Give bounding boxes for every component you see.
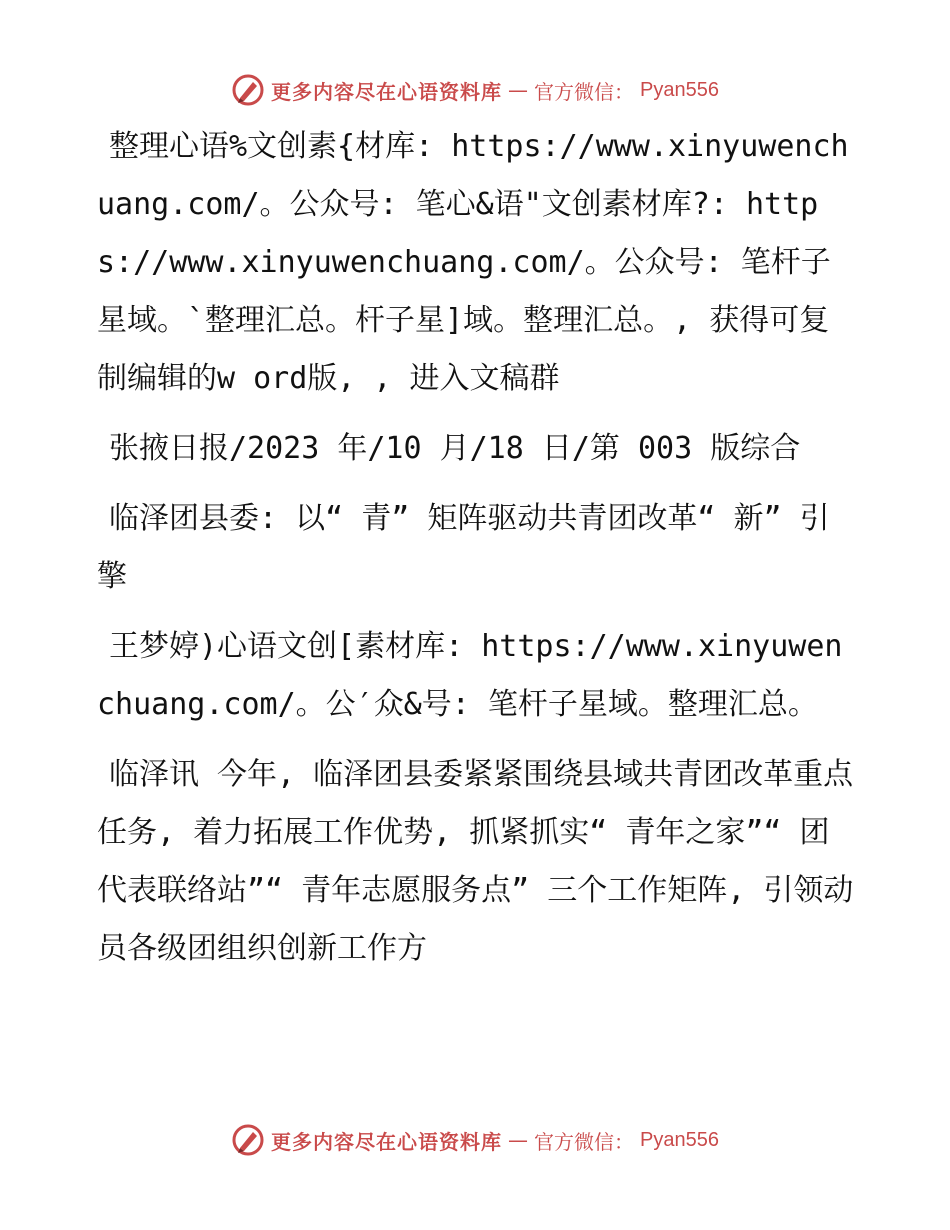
header-watermark-banner: [0, 70, 950, 110]
banner-separator: —: [508, 1128, 529, 1152]
paragraph-source-note: 整理心语%文创素{材库: https://www.xinyuwenchuang.com/。公众号: 笔心&语"文创素材库?: https://www.xinyuwenchuang.com/。公众号: 笔杆子星域。`整理汇总。杆子星]域。整理汇总。, 获得可复制编辑的w ord版, , 进入文稿群: [97, 129, 849, 396]
pen-logo-icon: [231, 1123, 265, 1157]
banner-separator: —: [508, 78, 529, 102]
banner-text: 更多内容尽在心语资料库: [271, 1129, 503, 1154]
paragraph-publication-info: 张掖日报/2023 年/10 月/18 日/第 003 版综合: [109, 431, 801, 466]
paragraph-byline: 王梦婷)心语文创[素材库: https://www.xinyuwenchuang.com/。公′众&号: 笔杆子星域。整理汇总。: [97, 629, 843, 722]
paragraph-body: 临泽讯 今年, 临泽团县委紧紧围绕县域共青团改革重点任务, 着力拓展工作优势, 抓紧抓实“ 青年之家”“ 团代表联络站”“ 青年志愿服务点” 三个工作矩阵, 引领动员各级团组织创新工作方: [97, 757, 854, 966]
pen-logo-icon: [231, 73, 265, 107]
banner-text: 更多内容尽在心语资料库: [271, 79, 503, 104]
document-body: [97, 118, 857, 990]
banner-wechat-id: Pyan556: [640, 78, 719, 101]
footer-watermark-banner: [0, 1120, 950, 1160]
banner-wechat-label: 官方微信：: [534, 1129, 635, 1154]
banner-wechat-label: 官方微信：: [534, 79, 635, 104]
banner-wechat-id: Pyan556: [640, 1128, 719, 1151]
paragraph-headline: 临泽团县委: 以“ 青” 矩阵驱动共青团改革“ 新” 引擎: [97, 501, 830, 594]
